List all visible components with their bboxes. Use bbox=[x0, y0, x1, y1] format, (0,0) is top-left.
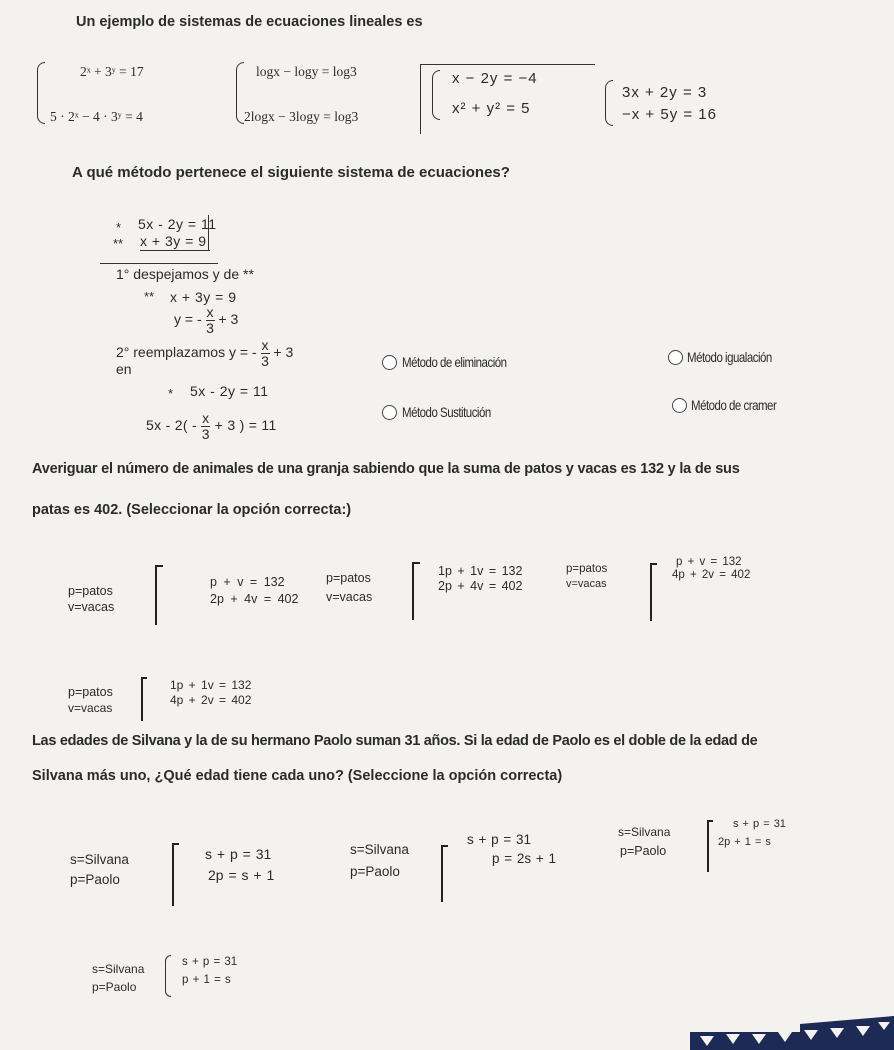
q1-en: en bbox=[116, 361, 132, 377]
sys3-eq1: x − 2y = −4 bbox=[452, 70, 538, 87]
q1-substitution: 5x - 2( - $\frac{x}{3}$ + 3 ) = 11 bbox=[146, 410, 277, 442]
q1-step1-eq: x + 3y = 9 bbox=[170, 289, 237, 305]
q3-question-line1: Las edades de Silvana y la de su hermano Paolo suman 31 años. Si la edad de Paolo es el doble de la edad de bbox=[32, 733, 758, 749]
q2-question-line2: patas es 402. (Seleccionar la opción correcta:) bbox=[32, 502, 352, 518]
sys2-eq1: logx − logy = log3 bbox=[256, 64, 357, 79]
q1-step1: 1° despejamos y de ** bbox=[116, 266, 254, 282]
q2-question-line1: Averiguar el número de animales de una granja sabiendo que la suma de patos y vacas es 132 y la de sus bbox=[32, 461, 740, 477]
sys3-eq2: x² + y² = 5 bbox=[452, 100, 531, 117]
q1-radio-elimination[interactable] bbox=[382, 355, 397, 370]
sys2-eq2: 2logx − 3logy = log3 bbox=[244, 109, 359, 124]
q1-option-cramer-label: Método de cramer bbox=[691, 397, 777, 413]
q1-question: A qué método pertenece el siguiente sistema de ecuaciones? bbox=[72, 164, 510, 181]
q1-option-elimination-label: Método de eliminación bbox=[402, 354, 507, 370]
intro-title: Un ejemplo de sistemas de ecuaciones lineales es bbox=[76, 14, 423, 30]
q1-radio-sustitucion[interactable] bbox=[382, 405, 397, 420]
q1-eq2: x + 3y = 9 bbox=[140, 233, 207, 249]
sys1-eq1: 2ˣ + 3ʸ = 17 bbox=[80, 64, 144, 79]
q3-question-line2: Silvana más uno, ¿Qué edad tiene cada uno? (Seleccione la opción correcta) bbox=[32, 768, 563, 784]
sys4-eq2: −x + 5y = 16 bbox=[622, 106, 717, 123]
q1-option-igualacion-label: Método igualación bbox=[687, 349, 772, 365]
q1-step2-eq: 5x - 2y = 11 bbox=[190, 383, 269, 399]
q1-option-sustitucion-label: Método Sustitución bbox=[402, 404, 491, 420]
q1-radio-igualacion[interactable] bbox=[668, 350, 683, 365]
q1-step2: 2° reemplazamos y = - $\frac{x}{3}$ + 3 bbox=[116, 337, 294, 369]
decorative-corner-pattern bbox=[690, 1016, 894, 1050]
q1-isolated-y: y = - $\frac{x}{3}$ + 3 bbox=[174, 304, 239, 336]
sys1-eq2: 5 · 2ˣ − 4 · 3ʸ = 4 bbox=[50, 109, 143, 124]
q1-eq1: 5x - 2y = 11 bbox=[138, 216, 217, 232]
q1-radio-cramer[interactable] bbox=[672, 398, 687, 413]
sys4-eq1: 3x + 2y = 3 bbox=[622, 84, 708, 101]
